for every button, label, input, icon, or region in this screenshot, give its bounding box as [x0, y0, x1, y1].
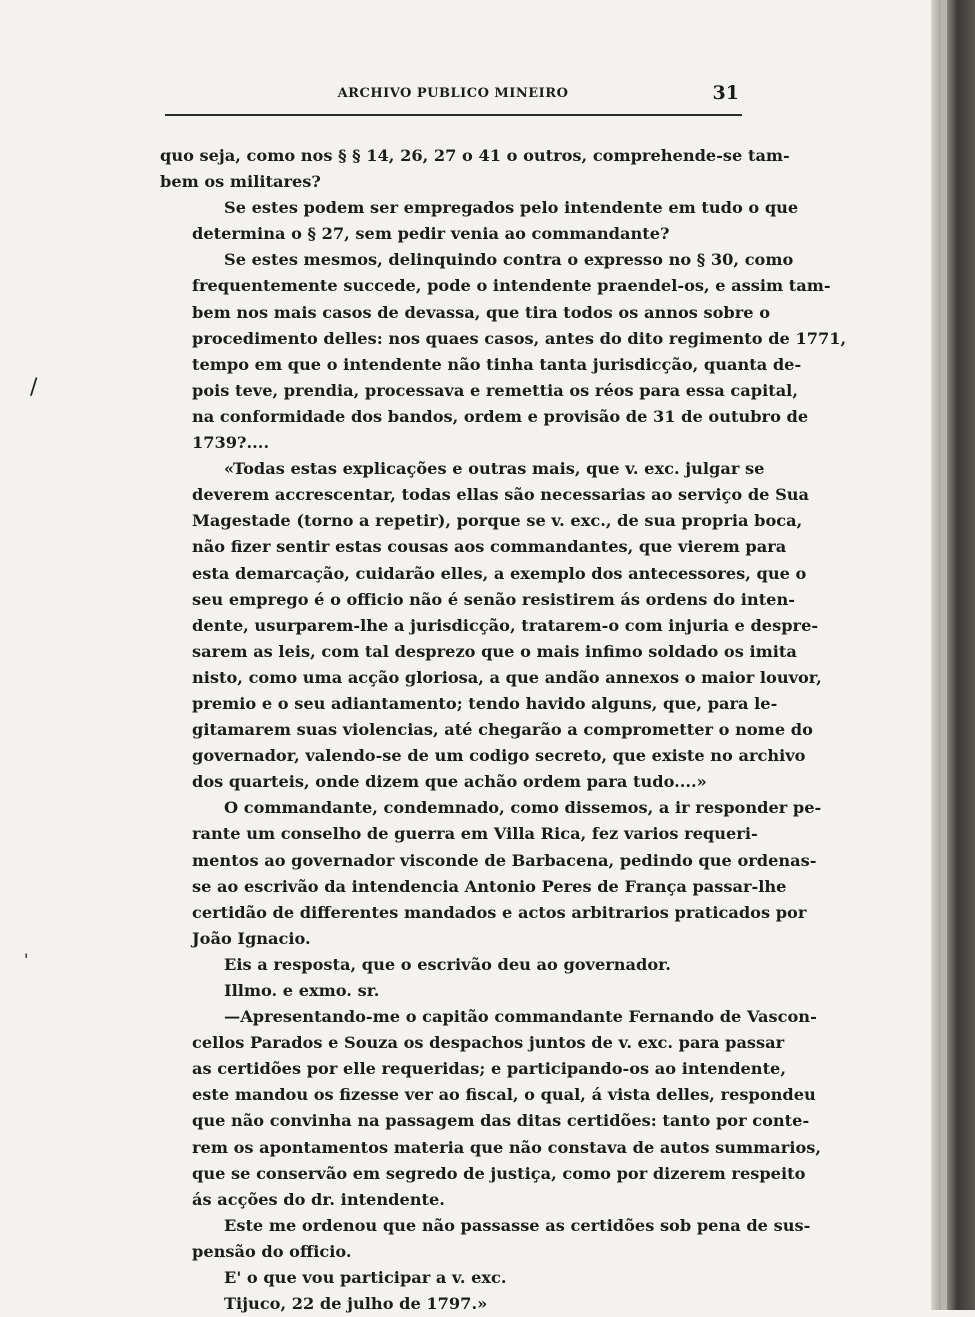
text-line: na conformidade dos bandos, ordem e provisão de 31 de outubro de [192, 406, 809, 426]
paragraph [160, 247, 847, 456]
header-rule [165, 114, 742, 116]
text-line: as certidões por elle requeridas; e participando-os ao intendente, [192, 1059, 786, 1079]
text-line: bem os militares? [160, 172, 321, 192]
text-line: quo seja, como nos § § 14, 26, 27 o 41 o outros, comprehende-se tam- [160, 146, 790, 165]
paragraph [160, 143, 790, 195]
text-line: deverem accrescentar, todas ellas são necessarias ao serviço de Sua [192, 485, 810, 505]
text-line: Este me ordenou que não passasse as certidões sob pena de sus- [224, 1215, 811, 1235]
text-line: Eis a resposta, que o escrivão deu ao governador. [224, 954, 671, 974]
text-line: rem os apontamentos materia que não constava de autos summarios, [192, 1137, 822, 1157]
text-line: E' o que vou participar a v. exc. [224, 1268, 507, 1288]
paragraph [160, 456, 822, 795]
margin-mark: / [30, 375, 38, 400]
page-number: 31 [712, 82, 739, 104]
paragraph [160, 952, 742, 978]
text-line: premio e o seu adiantamento; tendo havido alguns, que, para le- [192, 693, 778, 713]
text-line: Illmo. e exmo. sr. [224, 981, 380, 1000]
text-line: que não convinha na passagem das ditas certidões: tanto por conte- [192, 1111, 810, 1131]
text-line: Magestade (torno a repetir), porque se v. exc., de sua propria boca, [192, 511, 803, 531]
text-line: este mandou os fizesse ver ao fiscal, o qual, á vista delles, respondeu [192, 1085, 816, 1105]
paragraph [160, 1265, 742, 1291]
text-line: se ao escrivão da intendencia Antonio Peres de França passar-lhe [192, 876, 787, 896]
paragraph [160, 978, 742, 1004]
text-line: nisto, como uma acção gloriosa, a que andão annexos o maior louvor, [192, 667, 822, 687]
text-line: cellos Parados e Souza os despachos juntos de v. exc. para passar [192, 1033, 785, 1053]
paragraph [160, 1291, 742, 1317]
text-line: frequentemente succede, pode o intendente praendel-os, e assim tam- [192, 276, 831, 296]
text-line: bem nos mais casos de devassa, que tira todos os annos sobre o [192, 302, 771, 322]
text-line: determina o § 27, sem pedir venia ao commandante? [192, 224, 670, 244]
text-line: esta demarcação, cuidarão elles, a exemplo dos antecessores, que o [192, 563, 807, 583]
page-binding-edge [931, 0, 975, 1310]
text-line: certidão de differentes mandados e actos arbitrarios praticados por [192, 902, 807, 922]
text-line: que se conservão em segredo de justiça, como por dizerem respeito [192, 1163, 806, 1183]
text-line: «Todas estas explicações e outras mais, que v. exc. julgar se [224, 459, 765, 479]
text-line: Tijuco, 22 de julho de 1797.» [224, 1294, 488, 1314]
text-line: Se estes mesmos, delinquindo contra o expresso no § 30, como [224, 250, 794, 270]
text-line: seu emprego é o officio não é senão resistirem ás ordens do inten- [192, 589, 795, 609]
text-line: Se estes podem ser empregados pelo intendente em tudo o que [224, 198, 799, 218]
text-line: dente, usurparem-lhe a jurisdicção, tratarem-o com injuria e despre- [192, 615, 819, 635]
text-line: pois teve, prendia, processava e remettia os réos para essa capital, [192, 380, 798, 400]
text-line: mentos ao governador visconde de Barbacena, pedindo que ordenas- [192, 850, 817, 870]
text-line: ás acções do dr. intendente. [192, 1189, 445, 1209]
text-line: O commandante, condemnado, como dissemos, a ir responder pe- [224, 798, 822, 818]
paragraph [160, 195, 799, 247]
page-binding-shadow [941, 0, 947, 1310]
text-line: procedimento delles: nos quaes casos, antes do dito regimento de 1771, [192, 328, 847, 348]
text-line: sarem as leis, com tal desprezo que o mais infimo soldado os imita [192, 641, 797, 661]
text-line: pensão do officio. [192, 1241, 352, 1261]
text-line: rante um conselho de guerra em Villa Rica, fez varios requeri- [192, 824, 758, 844]
paragraph [160, 795, 822, 952]
text-line: 1739?.... [192, 433, 270, 453]
running-title: ARCHIVO PUBLICO MINEIRO [337, 86, 569, 101]
body-text [160, 143, 847, 1317]
paragraph [160, 1213, 811, 1265]
text-line: tempo em que o intendente não tinha tanta jurisdicção, quanta de- [192, 354, 802, 374]
text-line: governador, valendo-se de um codigo secreto, que existe no archivo [192, 746, 806, 766]
page-header [163, 80, 743, 110]
text-line: —Apresentando-me o capitão commandante Fernando de Vascon- [224, 1007, 817, 1027]
margin-mark: ' [24, 950, 29, 969]
paragraph [160, 1004, 822, 1213]
text-line: João Ignacio. [192, 928, 311, 948]
text-line: dos quarteis, onde dizem que achão ordem para tudo....» [192, 772, 707, 792]
text-line: gitamarem suas violencias, até chegarão a comprometter o nome do [192, 720, 813, 740]
text-line: não fizer sentir estas cousas aos commandantes, que vierem para [192, 537, 787, 557]
